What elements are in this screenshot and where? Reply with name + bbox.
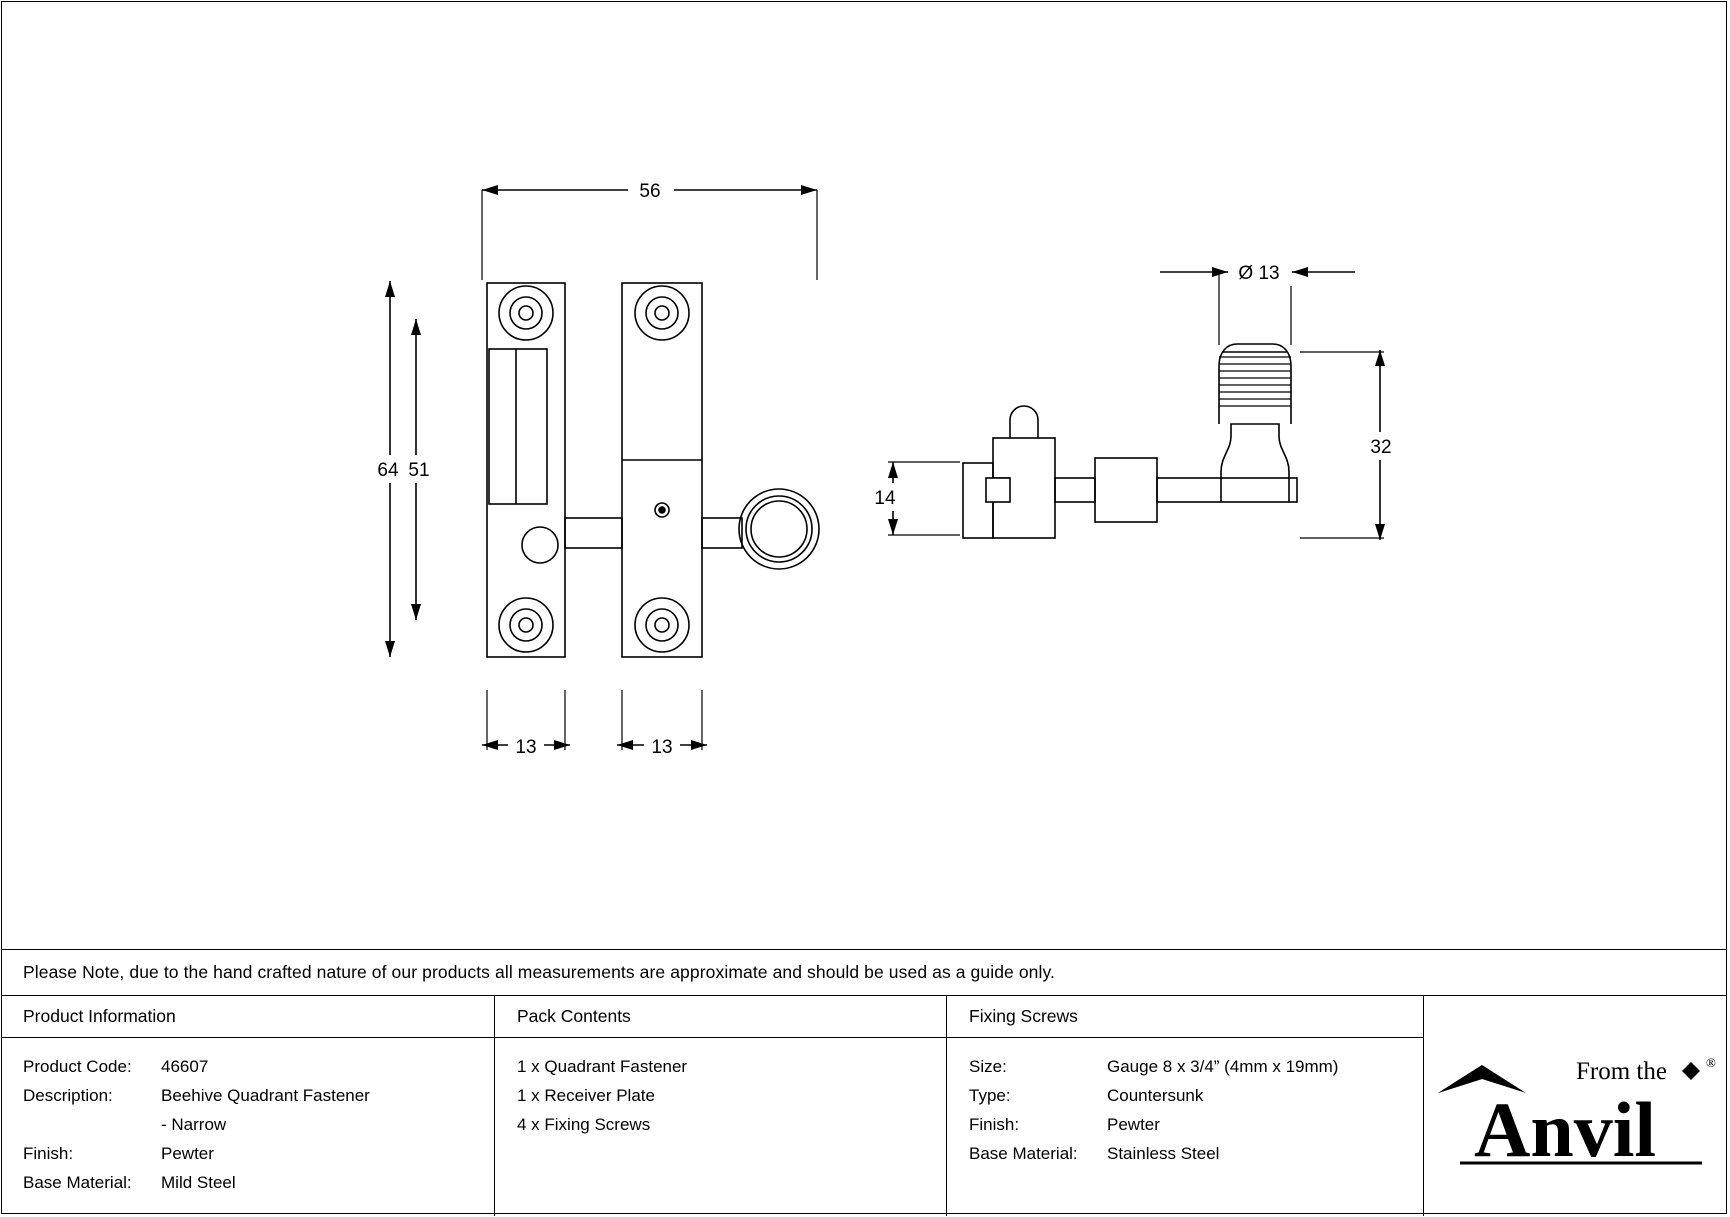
logo-registered: ® <box>1706 1055 1716 1070</box>
description-label-cont <box>23 1110 161 1139</box>
fixing-screws-body <box>947 1038 1423 1168</box>
product-information-title: Product Information <box>1 996 494 1038</box>
base-material-value: Mild Steel <box>161 1173 236 1192</box>
description-value-cont: - Narrow <box>161 1115 227 1134</box>
screw-size-label: Size: <box>969 1057 1007 1076</box>
product-code-value: 46607 <box>161 1057 209 1076</box>
table-row <box>23 1110 494 1139</box>
logo-wrap <box>1424 996 1726 1216</box>
screw-base-material-value: Stainless Steel <box>1107 1144 1220 1163</box>
dim-height-64: 64 <box>377 460 399 481</box>
screw-base-material-label: Base Material: <box>969 1144 1078 1163</box>
table-row <box>969 1139 1423 1168</box>
table-row <box>969 1052 1423 1081</box>
product-code-label: Product Code: <box>23 1057 132 1076</box>
table-row <box>23 1052 494 1081</box>
table-row <box>23 1139 494 1168</box>
table-row <box>969 1110 1423 1139</box>
table-row <box>969 1081 1423 1110</box>
finish-label: Finish: <box>23 1144 74 1163</box>
info-table <box>1 995 1727 1216</box>
dim-right-13: 13 <box>651 737 673 758</box>
measurement-note: Please Note, due to the hand crafted nature of our products all measurements are approximate and should be used as a guide only. <box>23 962 1056 982</box>
screw-type-label: Type: <box>969 1086 1011 1105</box>
table-row <box>23 1168 494 1197</box>
list-item: 1 x Receiver Plate <box>517 1086 655 1105</box>
fixing-screws-column <box>947 996 1424 1216</box>
screw-finish-label: Finish: <box>969 1115 1020 1134</box>
screw-size-value: Gauge 8 x 3/4” (4mm x 19mm) <box>1107 1057 1339 1076</box>
dim-side-height-32: 32 <box>1370 437 1392 458</box>
list-item: 4 x Fixing Screws <box>517 1115 651 1134</box>
pack-contents-body <box>495 1038 946 1139</box>
pack-contents-title: Pack Contents <box>495 996 946 1038</box>
fixing-screws-title: Fixing Screws <box>947 996 1423 1038</box>
logo-line2: Anvil <box>1474 1086 1657 1173</box>
measurement-note-row <box>1 949 1727 995</box>
base-material-label: Base Material: <box>23 1173 132 1192</box>
from-the-anvil-logo <box>1430 1031 1720 1181</box>
description-label: Description: <box>23 1086 113 1105</box>
product-information-body <box>1 1038 494 1197</box>
dim-width-56: 56 <box>639 181 661 202</box>
pack-contents-column <box>495 996 947 1216</box>
description-value: Beehive Quadrant Fastener <box>161 1086 370 1105</box>
screw-finish-value: Pewter <box>1107 1115 1160 1134</box>
dim-height-51: 51 <box>408 460 430 481</box>
dim-projection-14: 14 <box>874 488 896 509</box>
dim-knob-diameter: Ø 13 <box>1238 263 1280 284</box>
logo-line1: From the <box>1576 1058 1667 1085</box>
table-row <box>23 1081 494 1110</box>
finish-value: Pewter <box>161 1144 214 1163</box>
screw-type-value: Countersunk <box>1107 1086 1204 1105</box>
list-item: 1 x Quadrant Fastener <box>517 1057 688 1076</box>
brand-logo-column <box>1424 996 1726 1216</box>
product-information-column <box>1 996 495 1216</box>
dim-left-13: 13 <box>515 737 537 758</box>
